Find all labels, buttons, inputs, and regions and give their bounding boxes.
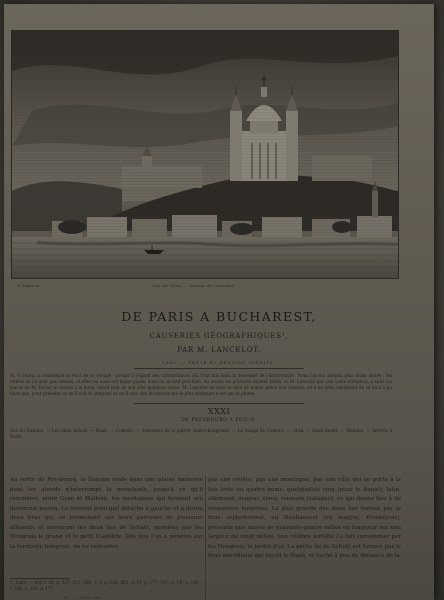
column-divider	[205, 476, 206, 600]
body-paragraph-left: Au sortir de Presbourg, le Danube roule dans une plaine immense dont les abords n'interrompt la monotonie, jusqu'à ce qu'il rencontre, entre Gran et Waitzen, les montagnes qui forment son deuxième bassin. Le courant principal détache à gauche et à droite deux bras qui, se promenant sur leurs parcours de plusieurs affluents et enserrent les deux îles de Schutt, appelées par les Hongrois le grand et le petit Csalóköz. Dès que l'on a pénétré sur la territoire hongrois, on ne rencontre	[10, 477, 203, 550]
text-column-right	[208, 476, 401, 562]
engraver-credit: P. Lafon sc.	[18, 283, 41, 288]
editorial-introduction: M. V. Duruy a commencé le récit de ce voyage ; pressé à l'égard des circonstances qui l'ont mis dans la nécessité de l'interrompre. Nous l'avons attendu plus d'une année ; les lettres ne lui sont pas venues, et elles ne nous ont laissé parler dans ce second prochain. Au moins les gravures étaient faites, et M. Lancelot qui, par votre invitation, a suivi les traces de M. Duruy, le trouva à la main, tenait prêt de son côté quelques notes. M. Lancelot lie donc le titre de bonne grâce aux courses, où il ne gêne sentiment de ce qu'il a pu faire que, pour présider ce qu'il voit et analyser ce qu'il sait, des inconnues qui le plus ordinaire n'est pas le plume.	[10, 373, 392, 396]
text-column-left	[10, 476, 203, 552]
article-author: PAR M. LANCELOT.	[177, 346, 261, 354]
body-paragraph-right: pas une rivière, pas une montagne, pas une ville qui ne porte à la fois trois ou quatre noms, quelquefois cinq (pour le Banat), latin, allemand, magyar, slave, roumain (valaque), ce qui donne lieu à de fréquentes méprises. La plus grande des deux îles formée par le bras septentrional, ou Neuhaeusel (en magyar, Ersekújvár), présente une masse de quarante-quatre milles en longueur sur une largeur de vingt milles. Son célèbre fertilité l'a fait surnommer par les Hongrois, le jardin d'or. La petite île de Schutt est formée par le bras méridional qui reçoit le Raab, et cache à peu de distance de la	[208, 477, 401, 559]
engraving-illustration	[12, 31, 398, 278]
issue-signature: XI. — 260e liv.	[64, 595, 103, 600]
title-rule	[134, 368, 304, 369]
chapter-rule	[134, 403, 304, 404]
footnote: 1. Suite. — Voy. t. III, p. 337, 353, 369 ; t. V, p. 129, 385 ; t. VI, p. 177, 193 ; t. VII, p. 145 ; t. VIII, p. 161 et 177.	[10, 580, 202, 591]
footnote-rule	[10, 578, 70, 579]
article-dateline: 1860. — TEXTE ET DESSINS INÉDITS.	[162, 360, 276, 365]
article-subtitle: CAUSERIES GÉOGRAPHIQUES¹,	[149, 332, 289, 340]
engraving-caption: Vue de Gran. — Dessin de Lancelot.	[152, 283, 236, 288]
book-page	[4, 4, 434, 600]
article-title: DE PARIS A BUCHAREST,	[121, 309, 317, 324]
chapter-number: XXXI	[207, 407, 231, 416]
chapter-title: DE PRESBOURG A PESTH.	[181, 418, 257, 423]
chapter-summary: Vue du Danube. — Les deux Schutt. — Raab. — Comorn. — Souvenirs de la guerre austro-hongroise. — Le visage de Comorn. — Gran. — Saint-André. — Waitzen. — Arrivée à Pesth.	[10, 428, 392, 439]
engraving-view-of-gran	[11, 30, 399, 279]
